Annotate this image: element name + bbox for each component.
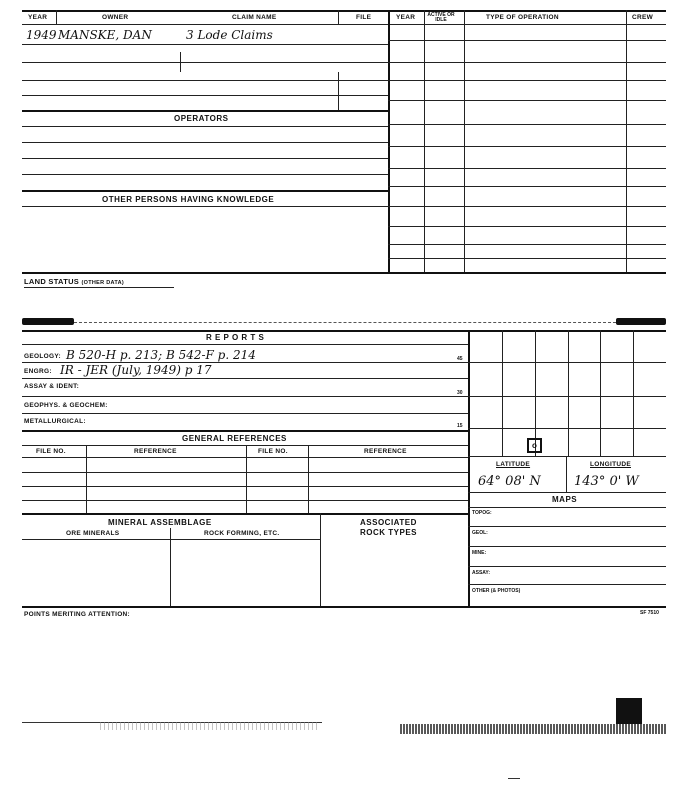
scan-noise-right bbox=[400, 724, 666, 734]
maps-topog: TOPOG: bbox=[472, 510, 492, 516]
rock-forming-label: ROCK FORMING, ETC. bbox=[204, 530, 280, 537]
location-marker-icon: o bbox=[527, 438, 542, 453]
header-owner: OWNER bbox=[102, 14, 129, 21]
latitude-value: 64° 08' N bbox=[478, 474, 541, 489]
maps-mine: MINE: bbox=[472, 550, 487, 556]
black-block bbox=[616, 698, 642, 724]
row1-year: 1949 bbox=[26, 28, 57, 42]
form-number: SF 7510 bbox=[640, 610, 659, 616]
ore-minerals-label: ORE MINERALS bbox=[66, 530, 120, 537]
tape-mark-right bbox=[616, 318, 666, 325]
gr-file-no-2: FILE NO. bbox=[258, 448, 288, 455]
geology-label: GEOLOGY: bbox=[24, 353, 61, 360]
margin-number-15: 15 bbox=[457, 423, 463, 429]
header-type-of-operation: TYPE OF OPERATION bbox=[486, 14, 559, 21]
mineral-title: MINERAL ASSEMBLAGE bbox=[108, 518, 212, 527]
land-status-sub: (OTHER DATA) bbox=[81, 280, 124, 286]
tape-mark-left bbox=[22, 318, 74, 325]
general-references-title: GENERAL REFERENCES bbox=[182, 434, 287, 443]
header-year: YEAR bbox=[28, 14, 48, 21]
header-claim-name: CLAIM NAME bbox=[232, 14, 277, 21]
header-crew: CREW bbox=[632, 14, 654, 21]
longitude-label: LONGITUDE bbox=[590, 461, 631, 468]
engrg-label: ENGRG: bbox=[24, 368, 52, 375]
other-persons-heading: OTHER PERSONS HAVING KNOWLEDGE bbox=[102, 195, 275, 204]
gr-reference-2: REFERENCE bbox=[364, 448, 407, 455]
margin-number-30: 30 bbox=[457, 390, 463, 396]
land-status-text: LAND STATUS bbox=[24, 277, 80, 286]
scan-dash bbox=[508, 778, 520, 779]
header-year-2: YEAR bbox=[396, 14, 416, 21]
gr-file-no-1: FILE NO. bbox=[36, 448, 66, 455]
rock-types-label: ROCK TYPES bbox=[360, 528, 418, 537]
operators-heading: OPERATORS bbox=[174, 114, 229, 123]
land-status-label bbox=[24, 277, 124, 286]
longitude-value: 143° 0' W bbox=[574, 474, 639, 489]
geology-value: B 520-H p. 213; B 542-F p. 214 bbox=[66, 348, 256, 362]
maps-assay: ASSAY: bbox=[472, 570, 491, 576]
header-file: FILE bbox=[356, 14, 372, 21]
reports-title: R E P O R T S bbox=[206, 333, 265, 342]
metallurgical-label: METALLURGICAL: bbox=[24, 418, 86, 425]
maps-title: MAPS bbox=[552, 495, 578, 504]
margin-number-45: 45 bbox=[457, 356, 463, 362]
row1-owner: MANSKE, DAN bbox=[58, 28, 152, 42]
header-active-idle: ACTIVE OR IDLE bbox=[427, 12, 455, 23]
engrg-value: IR - JER (July, 1949) p 17 bbox=[60, 363, 212, 377]
gr-reference-1: REFERENCE bbox=[134, 448, 177, 455]
points-meriting-label: POINTS MERITING ATTENTION: bbox=[24, 611, 131, 618]
scan-noise-left bbox=[100, 722, 320, 730]
maps-other: OTHER (& PHOTOS) bbox=[472, 588, 521, 594]
assay-ident-label: ASSAY & IDENT: bbox=[24, 383, 80, 390]
associated-label: ASSOCIATED bbox=[360, 518, 417, 527]
row1-claim-name: 3 Lode Claims bbox=[186, 28, 273, 42]
geophys-label: GEOPHYS. & GEOCHEM: bbox=[24, 402, 108, 409]
latitude-label: LATITUDE bbox=[496, 461, 531, 468]
maps-geol: GEOL: bbox=[472, 530, 488, 536]
